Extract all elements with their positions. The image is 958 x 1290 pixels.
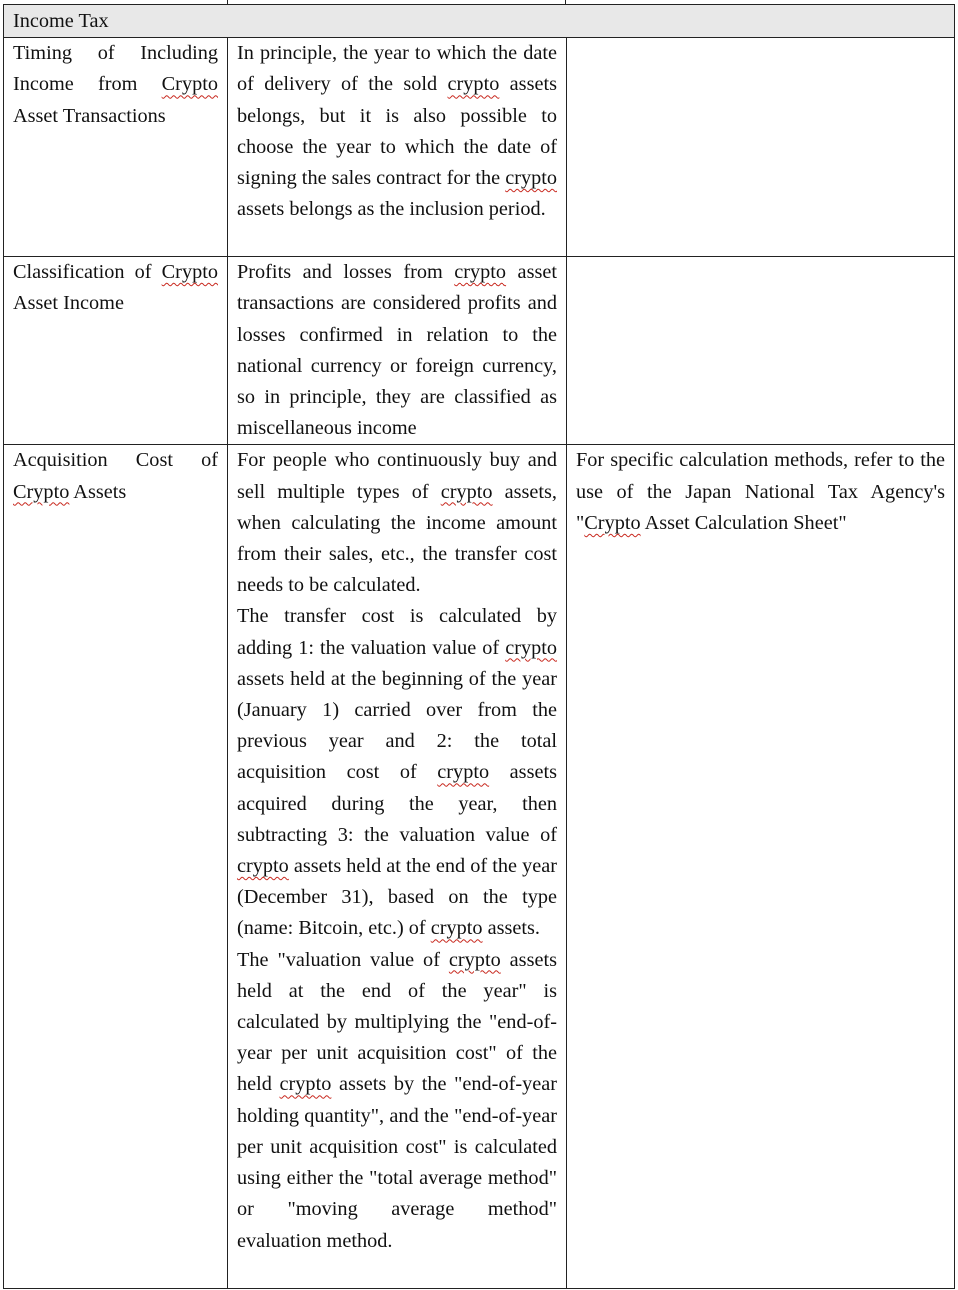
spellcheck-word: crypto [505, 636, 557, 659]
table-row [4, 257, 955, 445]
description-paragraph: In principle, the year to which the date of delivery of the sold crypto assets belongs, but it is also possible to choose the year to which the date of signing the sales contract for the crypto assets belongs as the inclusion period. [237, 42, 557, 221]
table-row [4, 445, 955, 1289]
description-cell [228, 38, 567, 257]
spellcheck-word: crypto [440, 480, 493, 503]
spellcheck-word: Crypto [161, 261, 218, 284]
table-row [4, 38, 955, 257]
description-paragraph: For people who continuously buy and sell multiple types of crypto assets, when calculating the income amount from their sales, etc., the transfer cost needs to be calculated. [237, 449, 557, 597]
term-cell: Timing of Including Income from Crypto Asset Transactions [4, 38, 228, 257]
spellcheck-word: crypto [237, 855, 289, 878]
spellcheck-word: crypto [505, 167, 557, 190]
spellcheck-word: crypto [454, 261, 507, 284]
description-cell [228, 445, 567, 1289]
description-paragraph: Profits and losses from crypto asset transactions are considered profits and losses confirmed in relation to the national currency or foreign currency, so in principle, they are classified as miscellaneous income [237, 261, 557, 440]
spellcheck-word: Crypto [13, 480, 70, 503]
note-cell [567, 257, 955, 445]
spellcheck-word: crypto [430, 917, 483, 940]
note-cell [567, 38, 955, 257]
spellcheck-word: crypto [437, 761, 490, 784]
description-paragraph: The "valuation value of crypto assets held at the end of the year" is calculated by multiplying the "end-of-year per unit acquisition cost" of the held crypto assets by the "end-of-year holding quantity", and the "end-of-year per unit acquisition cost" is calculated using either the "total average method" or "moving average method" evaluation method. [237, 948, 557, 1252]
term-cell: Acquisition Cost of Crypto Assets [4, 445, 228, 1289]
section-header-row [4, 5, 955, 38]
spellcheck-word: crypto [447, 73, 500, 96]
section-title: Income Tax [4, 5, 955, 38]
spellcheck-word: Crypto [584, 511, 641, 534]
description-paragraph: The transfer cost is calculated by adding 1: the valuation value of crypto assets held at the beginning of the year (January 1) carried over from the previous year and 2: the total acquisition cost of crypto assets acquired during the year, then subtracting 3: the valuation value of crypto assets held at the end of the year (December 31), based on the type (name: Bitcoin, etc.) of crypto assets. [237, 605, 557, 940]
income-tax-table [3, 4, 955, 1289]
note-cell: For specific calculation methods, refer to the use of the Japan National Tax Agency's "Crypto Asset Calculation Sheet" [567, 445, 955, 1289]
spellcheck-word: Crypto [161, 73, 218, 96]
term-cell: Classification of Crypto Asset Income [4, 257, 228, 445]
spellcheck-word: crypto [448, 948, 501, 971]
spellcheck-word: crypto [279, 1073, 332, 1096]
description-cell [228, 257, 567, 445]
